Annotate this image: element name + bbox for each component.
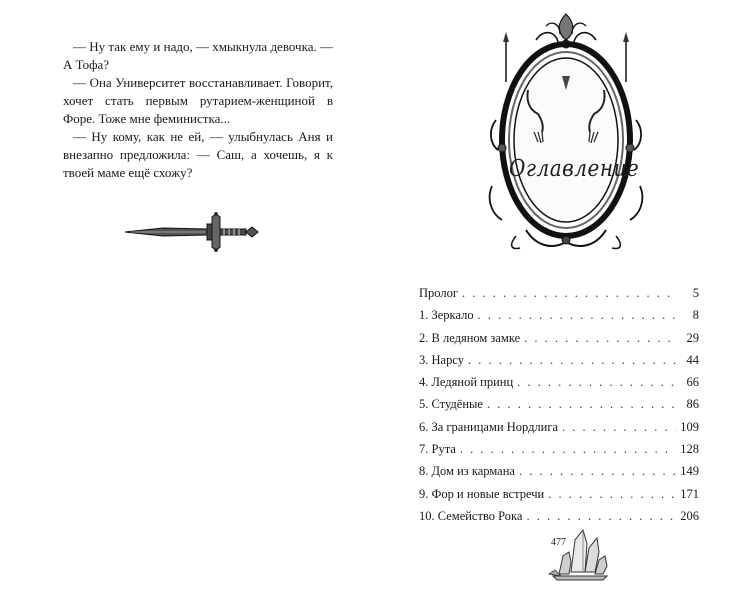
dot-leader — [460, 442, 676, 457]
story-text — [63, 38, 333, 182]
toc-entry-title: 3. Нарсу — [419, 352, 464, 367]
dot-leader — [562, 420, 676, 435]
ornate-mirror-frame-icon — [486, 10, 646, 252]
toc-entry[interactable] — [419, 420, 699, 442]
dot-leader — [468, 353, 677, 368]
toc-entry-title: 1. Зеркало — [419, 308, 474, 323]
toc-entry-page: 29 — [686, 330, 699, 345]
toc-entry-title: 7. Рута — [419, 442, 456, 457]
toc-entry[interactable] — [419, 487, 699, 509]
dot-leader — [524, 331, 677, 346]
toc-entry-page: 8 — [692, 308, 699, 323]
toc-entry[interactable] — [419, 442, 699, 464]
toc-entry-page: 149 — [680, 464, 699, 479]
toc-entry[interactable] — [419, 308, 699, 330]
paragraph: — Ну так ему и надо, — хмыкнула девочка. — А Тофа? — [63, 39, 333, 72]
sword-icon — [123, 210, 259, 254]
toc-entry-page: 109 — [680, 419, 699, 434]
toc-entry-title: 10. Семейство Рока — [419, 508, 523, 523]
toc-entry-page: 44 — [686, 352, 699, 367]
dot-leader — [462, 286, 677, 301]
toc-entry[interactable] — [419, 331, 699, 353]
toc-entry-title: 8. Дом из кармана — [419, 464, 515, 479]
dot-leader — [487, 397, 677, 412]
toc-entry-page: 86 — [686, 397, 699, 412]
toc-entry-page: 128 — [680, 442, 699, 457]
dot-leader — [517, 375, 677, 390]
toc-entry-title: 9. Фор и новые встречи — [419, 486, 545, 501]
toc-entry[interactable] — [419, 397, 699, 419]
table-of-contents — [419, 286, 699, 531]
toc-entry-page: 5 — [692, 286, 699, 300]
toc-entry-title: 6. За границами Нордлига — [419, 419, 559, 434]
right-page — [375, 0, 750, 600]
dot-leader — [478, 308, 677, 323]
toc-entry-page: 171 — [680, 486, 699, 501]
toc-entry-page: 66 — [686, 375, 699, 390]
toc-entry-title: Пролог — [419, 286, 458, 300]
toc-entry[interactable] — [419, 464, 699, 486]
toc-entry-title: 2. В ледяном замке — [419, 330, 521, 345]
toc-entry-title: 4. Ледяной принц — [419, 375, 514, 390]
toc-entry[interactable] — [419, 286, 699, 308]
paragraph: — Ну кому, как не ей, — улыбнулась Аня и внезапно предложила: — Саш, а хочешь, я к твоей маме ещё схожу? — [63, 129, 333, 180]
toc-entry[interactable] — [419, 375, 699, 397]
crystal-cluster-icon — [545, 522, 615, 582]
dot-leader — [519, 464, 676, 479]
page-number: 477 — [551, 537, 566, 548]
toc-heading: Оглавление — [509, 154, 640, 182]
dot-leader — [548, 487, 676, 502]
toc-entry[interactable] — [419, 353, 699, 375]
toc-entry-page: 206 — [680, 508, 699, 523]
paragraph: — Она Университет восстанавливает. Говорит, хочет стать первым рутарием-женщиной в Форе. Тоже мне феминистка... — [63, 75, 333, 126]
toc-entry-title: 5. Студёные — [419, 397, 483, 412]
